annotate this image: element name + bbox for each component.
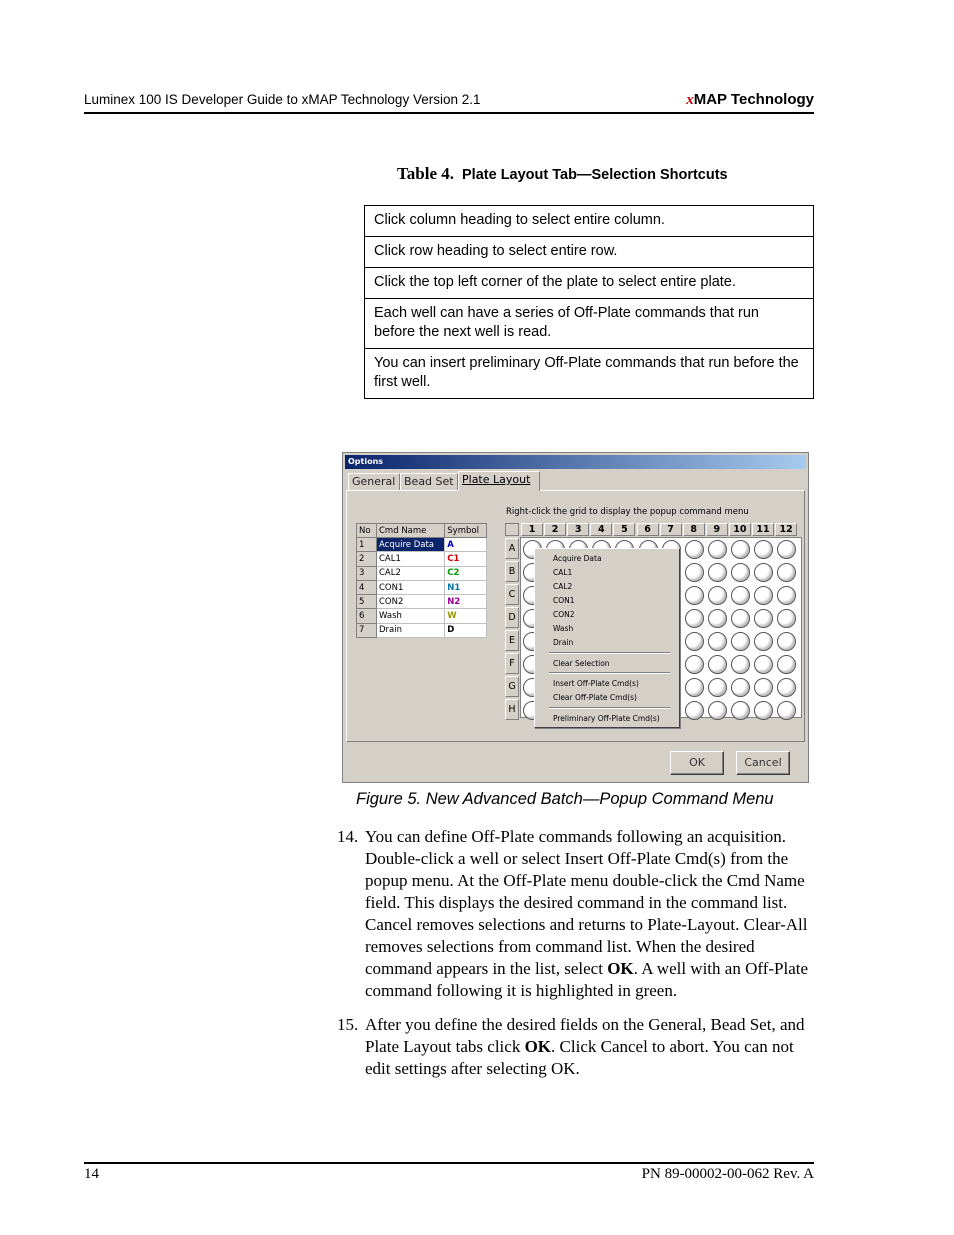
command-row[interactable]: [357, 538, 487, 552]
plate-well[interactable]: [777, 678, 796, 697]
step-15: [337, 1014, 815, 1080]
plate-well[interactable]: [777, 540, 796, 559]
plate-well[interactable]: [777, 655, 796, 674]
popup-menu-item[interactable]: Clear Off-Plate Cmd(s): [553, 693, 637, 702]
command-no: 6: [357, 609, 377, 623]
plate-column-heading[interactable]: 1: [521, 523, 543, 536]
step-text: [365, 1014, 815, 1080]
plate-well[interactable]: [731, 609, 750, 628]
plate-row-heading[interactable]: A: [505, 538, 519, 559]
plate-well[interactable]: [777, 586, 796, 605]
step-text-before: You can define Off-Plate commands following an acquisition. Double-click a well or select Insert Off-Plate Cmd(s) from the popup menu. At the Off-Plate menu double-click the Cmd Name field. This displays the desired command in the command list. Cancel removes selections and returns to Plate-Layout. Clear-All removes selections from command list. When the desired command appears in the list, select: [365, 827, 808, 978]
column-header-cmd-name: Cmd Name: [377, 524, 445, 538]
command-symbol: A: [445, 538, 487, 552]
table-title: Plate Layout Tab—Selection Shortcuts: [462, 167, 728, 183]
table-cell: Click column heading to select entire column.: [365, 206, 814, 237]
plate-row-heading[interactable]: H: [505, 699, 519, 720]
plate-row-heading[interactable]: G: [505, 676, 519, 697]
plate-column-heading[interactable]: 7: [660, 523, 682, 536]
command-no: 7: [357, 623, 377, 637]
header-x-letter: x: [686, 92, 694, 108]
table-cell: You can insert preliminary Off-Plate commands that run before the first well.: [365, 349, 814, 399]
command-symbol: N2: [445, 595, 487, 609]
command-symbol: D: [445, 623, 487, 637]
grid-hint-text: Right-click the grid to display the popup command menu: [506, 507, 749, 517]
tab-bead-set[interactable]: Bead Set: [400, 473, 458, 490]
command-name[interactable]: CAL2: [377, 566, 445, 580]
plate-well[interactable]: [685, 655, 704, 674]
plate-row-heading[interactable]: E: [505, 630, 519, 651]
plate-well[interactable]: [731, 701, 750, 720]
header-rule: [84, 112, 814, 114]
step-text-after: . A well with an Off-Plate command following it is highlighted in green.: [365, 959, 809, 1000]
command-grid-header: [357, 524, 487, 538]
popup-menu-item[interactable]: CON1: [553, 596, 575, 605]
table-row: [365, 237, 814, 268]
plate-well[interactable]: [685, 632, 704, 651]
plate-row-heading[interactable]: B: [505, 561, 519, 582]
plate-column-heading[interactable]: 6: [637, 523, 659, 536]
command-row[interactable]: [357, 623, 487, 637]
command-no: 1: [357, 538, 377, 552]
header-section-rest: MAP Technology: [693, 91, 814, 108]
plate-well[interactable]: [708, 701, 727, 720]
plate-well[interactable]: [685, 586, 704, 605]
column-header-no: No: [357, 524, 377, 538]
command-symbol: C1: [445, 552, 487, 566]
plate-well[interactable]: [685, 701, 704, 720]
part-number: PN 89-00002-00-062 Rev. A: [641, 1166, 814, 1182]
plate-well[interactable]: [708, 563, 727, 582]
plate-well[interactable]: [754, 655, 773, 674]
plate-well[interactable]: [685, 540, 704, 559]
command-row[interactable]: [357, 609, 487, 623]
popup-menu-separator: [549, 672, 670, 674]
command-name[interactable]: CAL1: [377, 552, 445, 566]
plate-well[interactable]: [754, 563, 773, 582]
command-name[interactable]: Drain: [377, 623, 445, 637]
command-name[interactable]: Wash: [377, 609, 445, 623]
plate-well[interactable]: [731, 563, 750, 582]
plate-column-heading[interactable]: 2: [544, 523, 566, 536]
command-name[interactable]: Acquire Data: [377, 538, 445, 552]
popup-menu-item[interactable]: Preliminary Off-Plate Cmd(s): [553, 714, 660, 723]
plate-corner-select-all[interactable]: [505, 523, 519, 536]
plate-well[interactable]: [708, 655, 727, 674]
command-grid-body: [357, 538, 487, 638]
plate-column-heading[interactable]: 3: [567, 523, 589, 536]
popup-command-menu: [534, 548, 680, 728]
plate-column-heading[interactable]: 12: [775, 523, 797, 536]
table-cell: Each well can have a series of Off-Plate commands that run before the next well is read.: [365, 299, 814, 349]
popup-menu-item[interactable]: Insert Off-Plate Cmd(s): [553, 679, 639, 688]
table-row: [365, 206, 814, 237]
plate-well[interactable]: [708, 678, 727, 697]
step-number: 14.: [337, 827, 359, 846]
plate-row-heading[interactable]: F: [505, 653, 519, 674]
popup-menu-separator: [549, 652, 670, 654]
table-row: [365, 349, 814, 399]
plate-row-heading[interactable]: D: [505, 607, 519, 628]
step-text-after: . Click Cancel to abort. You can not edit settings after selecting OK.: [365, 1037, 794, 1078]
running-header-title: Luminex 100 IS Developer Guide to xMAP Technology Version 2.1: [84, 92, 481, 107]
command-symbol: C2: [445, 566, 487, 580]
step-number: 15.: [337, 1015, 359, 1034]
popup-menu-item[interactable]: Clear Selection: [553, 659, 610, 668]
footer-rule: [84, 1162, 814, 1164]
table-number: Table 4.: [397, 164, 455, 183]
command-list-grid[interactable]: [356, 523, 487, 638]
command-row[interactable]: [357, 580, 487, 594]
plate-column-heading[interactable]: 5: [613, 523, 635, 536]
options-dialog-screenshot: [342, 452, 809, 783]
popup-menu-item[interactable]: Drain: [553, 638, 574, 647]
tab-plate-layout[interactable]: Plate Layout: [458, 471, 540, 491]
step-text-bold: OK: [607, 959, 634, 978]
command-symbol: W: [445, 609, 487, 623]
figure-caption: Figure 5. New Advanced Batch—Popup Command Menu: [356, 790, 774, 808]
plate-row-heading[interactable]: C: [505, 584, 519, 605]
command-name[interactable]: CON1: [377, 580, 445, 594]
command-no: 3: [357, 566, 377, 580]
plate-well[interactable]: [754, 609, 773, 628]
plate-well[interactable]: [777, 563, 796, 582]
plate-well[interactable]: [777, 609, 796, 628]
plate-well[interactable]: [708, 632, 727, 651]
plate-well[interactable]: [754, 701, 773, 720]
plate-well[interactable]: [685, 563, 704, 582]
step-14: [337, 826, 815, 1002]
step-text: [365, 826, 815, 1002]
tab-general[interactable]: General: [348, 473, 400, 490]
popup-menu-item[interactable]: CAL2: [553, 582, 573, 591]
plate-column-heading[interactable]: 11: [752, 523, 774, 536]
popup-menu-item[interactable]: Wash: [553, 624, 574, 633]
step-text-bold: OK: [524, 1037, 552, 1056]
command-no: 4: [357, 580, 377, 594]
page-number: 14: [84, 1166, 99, 1182]
plate-column-heading[interactable]: 9: [706, 523, 728, 536]
plate-column-heading[interactable]: 10: [729, 523, 751, 536]
table-cell: Click row heading to select entire row.: [365, 237, 814, 268]
shortcuts-table: [364, 205, 814, 399]
plate-well[interactable]: [754, 632, 773, 651]
popup-menu-item[interactable]: Acquire Data: [553, 554, 602, 563]
step-text-before: After you define the desired fields on the General, Bead Set, and Plate Layout tabs click: [365, 1015, 805, 1056]
table-row: [365, 268, 814, 299]
plate-column-heading[interactable]: 4: [590, 523, 612, 536]
plate-well[interactable]: [685, 678, 704, 697]
popup-menu-separator: [549, 707, 670, 709]
running-header-section: [686, 91, 814, 109]
plate-well[interactable]: [731, 540, 750, 559]
plate-well[interactable]: [777, 632, 796, 651]
plate-well[interactable]: [731, 632, 750, 651]
column-header-symbol: Symbol: [445, 524, 487, 538]
popup-menu-item[interactable]: CAL1: [553, 568, 573, 577]
plate-well[interactable]: [731, 586, 750, 605]
command-row[interactable]: [357, 566, 487, 580]
plate-well[interactable]: [685, 609, 704, 628]
popup-menu-item[interactable]: CON2: [553, 610, 575, 619]
plate-well[interactable]: [754, 540, 773, 559]
plate-well[interactable]: [777, 701, 796, 720]
table-cell: Click the top left corner of the plate to select entire plate.: [365, 268, 814, 299]
plate-well[interactable]: [708, 609, 727, 628]
command-row[interactable]: [357, 595, 487, 609]
plate-well[interactable]: [708, 586, 727, 605]
command-no: 2: [357, 552, 377, 566]
command-symbol: N1: [445, 580, 487, 594]
plate-well[interactable]: [731, 678, 750, 697]
command-name[interactable]: CON2: [377, 595, 445, 609]
ok-button[interactable]: OK: [670, 751, 724, 775]
plate-well[interactable]: [708, 540, 727, 559]
table-row: [365, 299, 814, 349]
plate-layout-panel: [346, 490, 805, 742]
command-no: 5: [357, 595, 377, 609]
command-row[interactable]: [357, 552, 487, 566]
dialog-title-bar: Options: [345, 455, 806, 469]
plate-column-heading[interactable]: 8: [683, 523, 705, 536]
plate-well[interactable]: [754, 586, 773, 605]
plate-well[interactable]: [731, 655, 750, 674]
cancel-button[interactable]: Cancel: [736, 751, 790, 775]
table-caption: [397, 164, 728, 184]
plate-well[interactable]: [754, 678, 773, 697]
